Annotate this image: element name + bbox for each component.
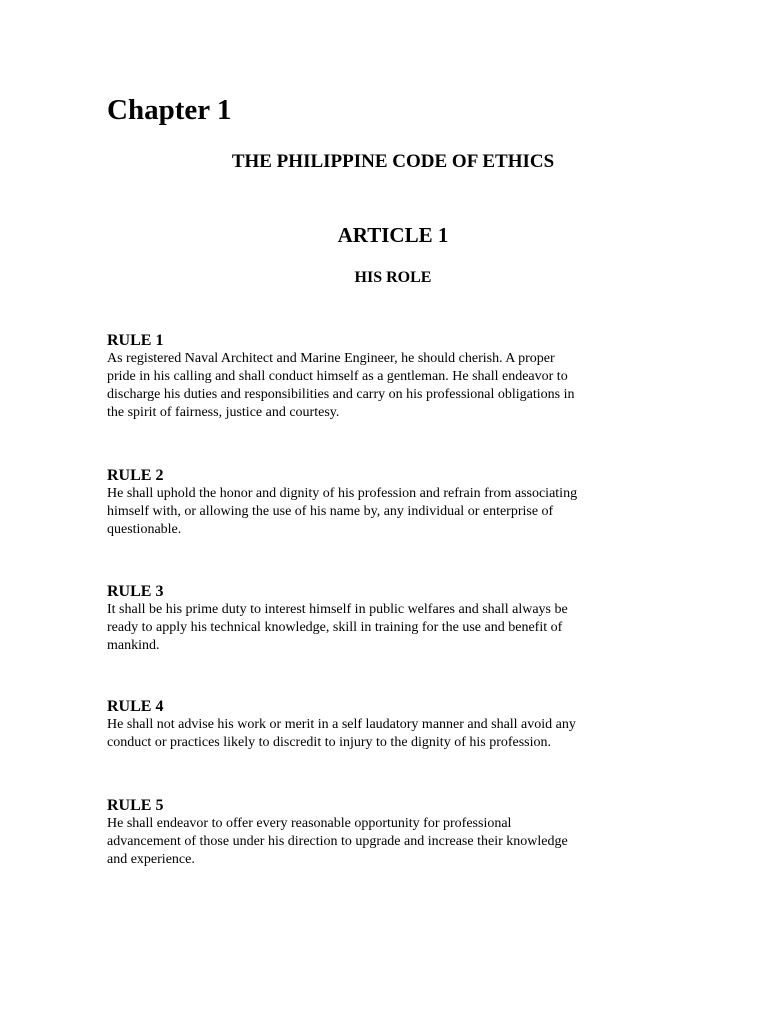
- rule-2-line-1: He shall uphold the honor and dignity of his profession and refrain from associating: [107, 486, 578, 501]
- rule-1-line-2: pride in his calling and shall conduct himself as a gentleman. He shall endeavor to: [107, 369, 568, 384]
- rule-5-text: [107, 815, 627, 869]
- rule-3-section: [107, 582, 627, 655]
- rule-3-line-1: It shall be his prime duty to interest himself in public welfares and shall always be: [107, 602, 568, 617]
- rule-1-text: [107, 350, 627, 422]
- rule-4-section: [107, 697, 627, 752]
- rule-4-heading: RULE 4: [107, 698, 164, 715]
- rule-3-heading: RULE 3: [107, 583, 164, 600]
- rule-2-line-2: himself with, or allowing the use of his name by, any individual or enterprise of: [107, 504, 554, 519]
- rule-3-line-2: ready to apply his technical knowledge, skill in training for the use and benefit of: [107, 620, 563, 635]
- rule-2-line-3: questionable.: [107, 522, 182, 537]
- rule-1-line-1: As registered Naval Architect and Marine Engineer, he should cherish. A proper: [107, 351, 555, 366]
- rule-5-line-2: advancement of those under his direction to upgrade and increase their knowledge: [107, 834, 568, 849]
- rule-1-section: [107, 331, 627, 422]
- rule-4-line-1: He shall not advise his work or merit in a self laudatory manner and shall avoid any: [107, 717, 576, 732]
- rule-1-heading: RULE 1: [107, 332, 164, 349]
- rule-1-line-4: the spirit of fairness, justice and courtesy.: [107, 405, 340, 420]
- rule-2-text: [107, 485, 627, 539]
- article-subtitle: HIS ROLE: [354, 269, 432, 286]
- chapter-title: Chapter 1: [107, 94, 232, 126]
- rule-5-section: [107, 796, 627, 869]
- rule-3-text: [107, 601, 627, 655]
- rule-4-text: [107, 716, 627, 752]
- rule-2-heading: RULE 2: [107, 467, 164, 484]
- rule-5-line-1: He shall endeavor to offer every reasonable opportunity for professional: [107, 816, 512, 831]
- rule-4-line-2: conduct or practices likely to discredit to injury to the dignity of his profession.: [107, 735, 552, 750]
- rule-1-line-3: discharge his duties and responsibilities and carry on his professional obligations in: [107, 387, 575, 402]
- document-title: THE PHILIPPINE CODE OF ETHICS: [231, 151, 555, 172]
- article-title: ARTICLE 1: [337, 223, 449, 247]
- rule-5-heading: RULE 5: [107, 797, 164, 814]
- rule-5-line-3: and experience.: [107, 852, 195, 867]
- rule-2-section: [107, 466, 627, 539]
- rule-3-line-3: mankind.: [107, 638, 160, 653]
